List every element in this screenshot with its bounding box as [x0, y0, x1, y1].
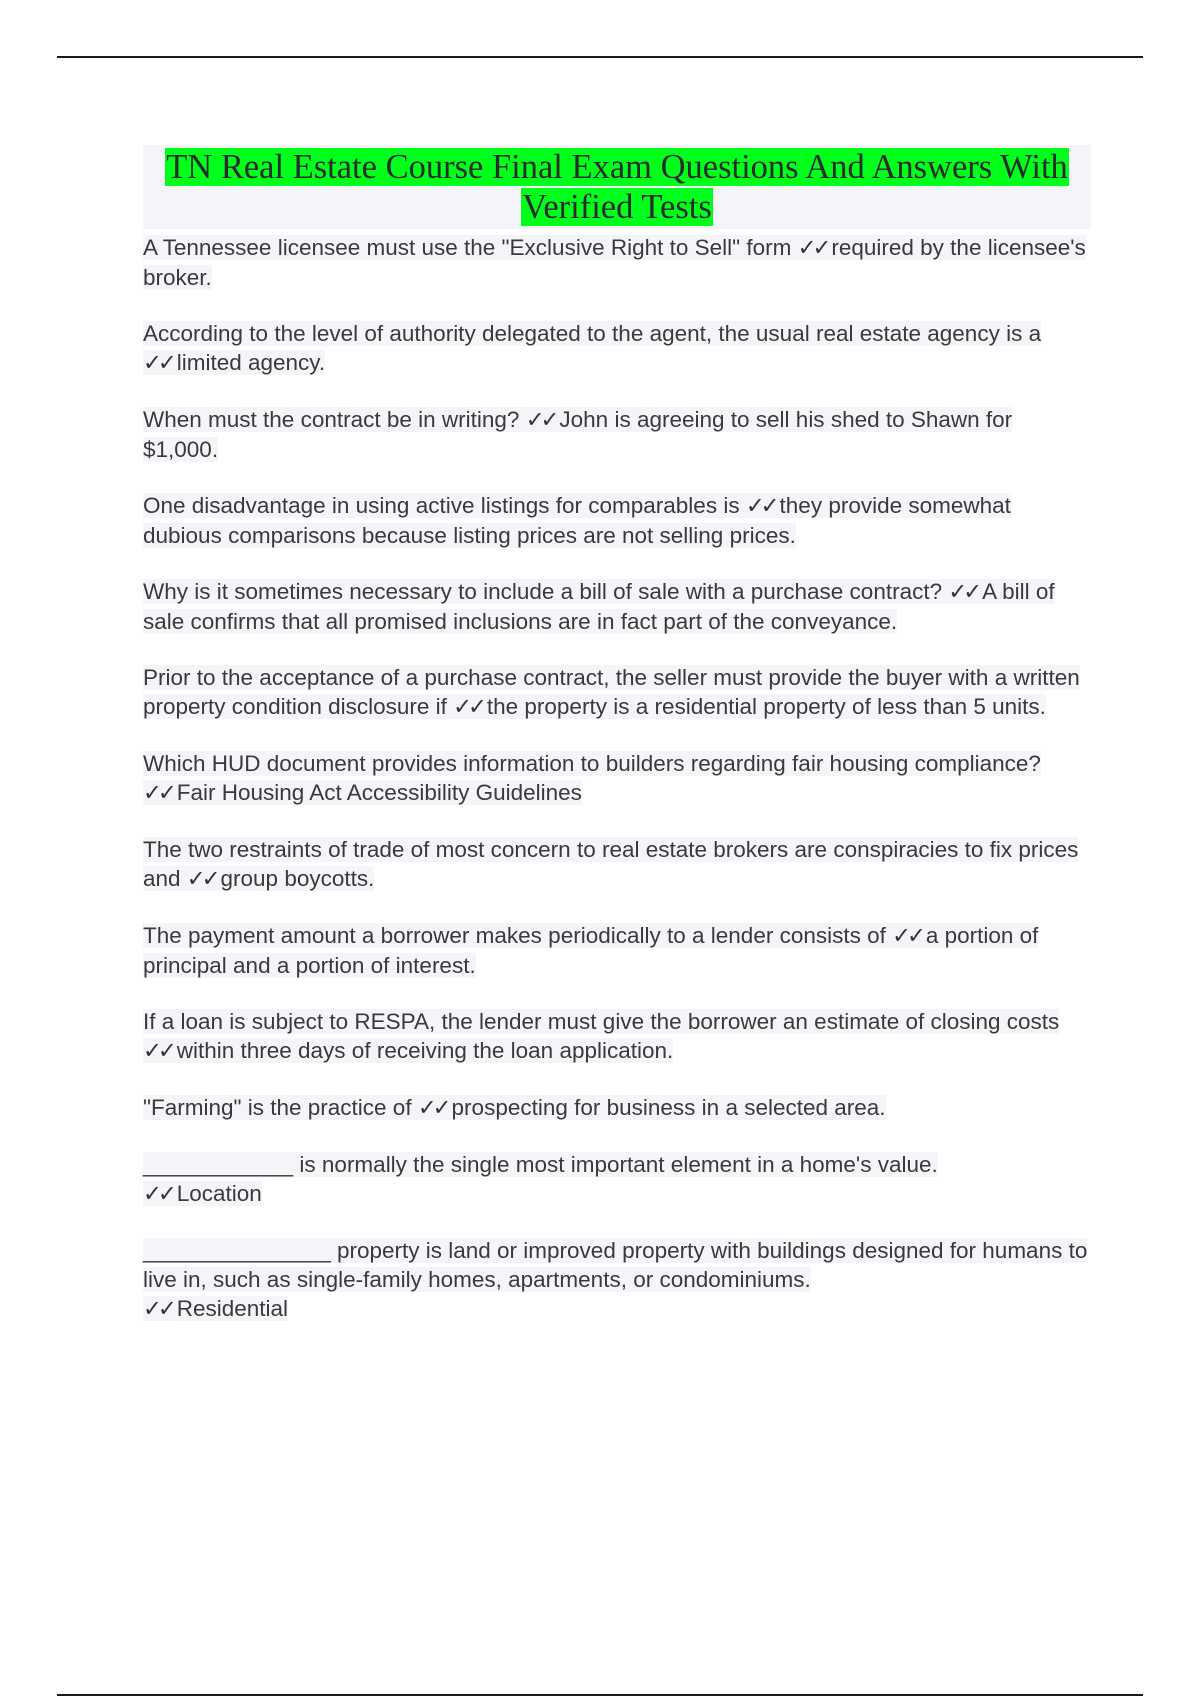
check-icon: ✓✓ — [143, 1181, 173, 1207]
check-icon: ✓✓ — [143, 1038, 173, 1064]
qa-item — [143, 1093, 1091, 1123]
qa-text — [143, 1095, 886, 1120]
qa-text — [143, 923, 1038, 978]
document-title: TN Real Estate Course Final Exam Questions And Answers With Verified Tests — [166, 148, 1068, 226]
check-icon: ✓✓ — [525, 407, 556, 433]
check-icon: ✓✓ — [143, 780, 173, 806]
check-icon: ✓✓ — [186, 866, 217, 892]
check-icon: ✓✓ — [745, 493, 776, 519]
answer-text: they provide somewhat dubious comparisons because listing prices are not selling prices. — [143, 493, 1011, 548]
question-text: "Farming" is the practice of — [143, 1095, 418, 1120]
check-icon: ✓✓ — [892, 923, 922, 949]
check-icon: ✓✓ — [453, 694, 483, 720]
question-text: Which HUD document provides information to builders regarding fair housing compliance? — [143, 751, 1041, 776]
qa-text — [143, 579, 1055, 634]
qa-item — [143, 1150, 1091, 1209]
qa-item — [143, 233, 1091, 292]
qa-text — [143, 1009, 1059, 1063]
qa-item — [143, 835, 1091, 894]
answer-text: limited agency. — [176, 350, 326, 375]
qa-text — [143, 321, 1041, 375]
qa-text — [143, 493, 1011, 548]
qa-text — [143, 837, 1078, 891]
qa-list — [143, 233, 1091, 1324]
title-block — [143, 145, 1091, 229]
question-text: The payment amount a borrower makes periodically to a lender consists of — [143, 923, 893, 948]
question-text: If a loan is subject to RESPA, the lender must give the borrower an estimate of closing costs — [143, 1009, 1060, 1034]
question-text: A Tennessee licensee must use the "Exclusive Right to Sell" form — [143, 235, 798, 260]
answer-text: Residential — [176, 1296, 289, 1321]
question-text: According to the level of authority delegated to the agent, the usual real estate agency is a — [143, 321, 1042, 346]
footer-rule — [57, 1694, 1143, 1696]
question-text: One disadvantage in using active listings for comparables is — [143, 493, 746, 518]
qa-text — [143, 1152, 938, 1206]
qa-item — [143, 663, 1091, 722]
question-text: _______________ property is land or improved property with buildings designed for humans to live in, such as single-family homes, apartments, or condominiums. — [143, 1238, 1088, 1292]
check-icon: ✓✓ — [417, 1095, 448, 1121]
answer-text: a portion of principal and a portion of interest. — [143, 923, 1039, 978]
question-text: Why is it sometimes necessary to include a bill of sale with a purchase contract? — [143, 579, 949, 604]
answer-text: group boycotts. — [220, 866, 375, 891]
qa-item — [143, 319, 1091, 378]
question-text: Prior to the acceptance of a purchase contract, the seller must provide the buyer with a written property condition disclosure if — [143, 665, 1080, 719]
qa-item — [143, 749, 1091, 808]
check-icon: ✓✓ — [143, 1296, 173, 1322]
answer-text: prospecting for business in a selected area. — [451, 1095, 886, 1120]
question-text: The two restraints of trade of most concern to real estate brokers are conspiracies to fix prices and — [143, 837, 1079, 891]
check-icon: ✓✓ — [143, 350, 173, 376]
qa-text — [143, 665, 1080, 719]
header-rule — [57, 56, 1143, 58]
qa-item — [143, 1007, 1091, 1066]
answer-text: within three days of receiving the loan application. — [176, 1038, 674, 1063]
document-body — [143, 145, 1091, 1351]
answer-text: the property is a residential property of less than 5 units. — [486, 694, 1046, 719]
check-icon: ✓✓ — [948, 579, 979, 605]
qa-text — [143, 235, 1086, 290]
answer-text: A bill of sale confirms that all promised inclusions are in fact part of the conveyance. — [143, 579, 1055, 634]
qa-item — [143, 921, 1091, 980]
qa-item — [143, 577, 1091, 636]
qa-item — [143, 491, 1091, 550]
question-text: ____________ is normally the single most important element in a home's value. — [143, 1152, 938, 1177]
qa-text — [143, 407, 1012, 462]
question-text: When must the contract be in writing? — [143, 407, 526, 432]
check-icon: ✓✓ — [797, 235, 828, 261]
qa-item — [143, 1236, 1091, 1324]
qa-text — [143, 1238, 1087, 1321]
qa-text — [143, 751, 1041, 805]
answer-text: required by the licensee's broker. — [143, 235, 1086, 290]
answer-text: Location — [176, 1181, 262, 1206]
answer-text: John is agreeing to sell his shed to Shawn for $1,000. — [143, 407, 1013, 462]
answer-text: Fair Housing Act Accessibility Guidelines — [176, 780, 582, 805]
qa-item — [143, 405, 1091, 464]
